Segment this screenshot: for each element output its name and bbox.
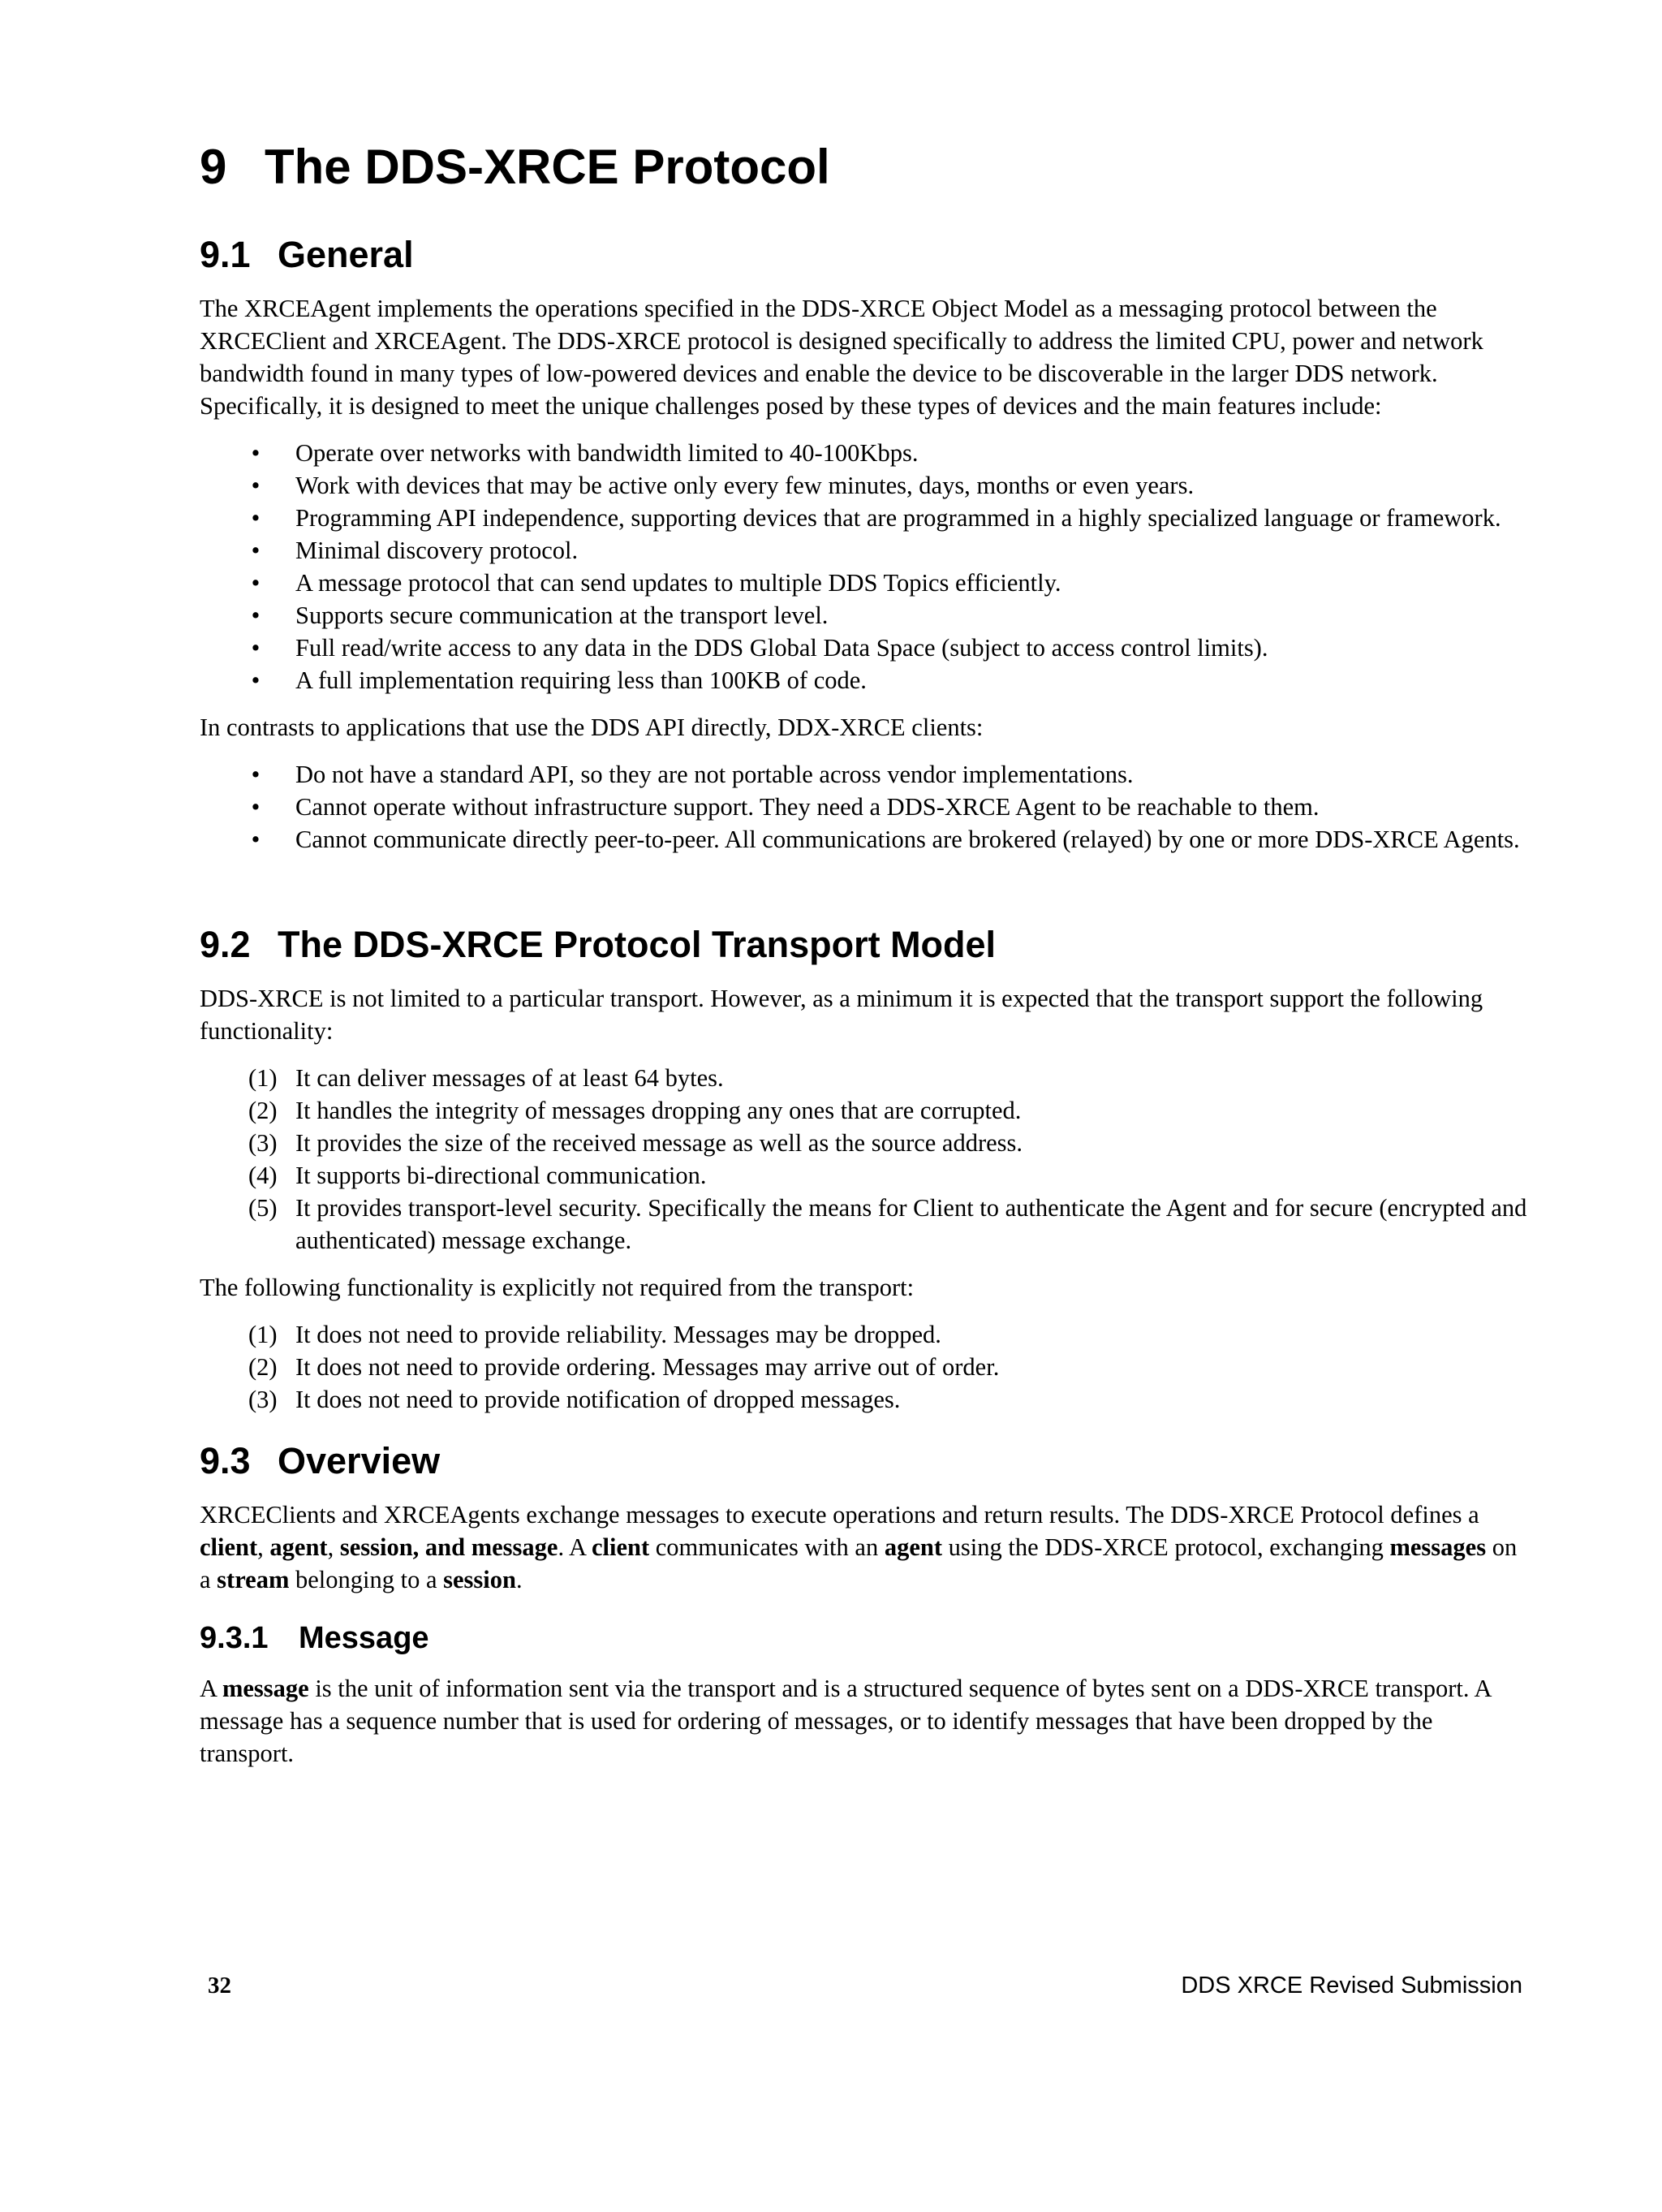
bullet-icon: • — [251, 439, 260, 467]
not-required-intro-paragraph: The following functionality is explicitly not required from the transport: — [200, 1274, 915, 1301]
list-item: • Supports secure communication at the transport level. — [200, 599, 1531, 632]
list-item: (3) It provides the size of the received message as well as the source address. — [200, 1127, 1531, 1159]
required-functionality-list — [200, 1062, 1531, 1257]
list-item: • Do not have a standard API, so they are not portable across vendor implementations. — [200, 758, 1531, 791]
term-message: message — [222, 1675, 309, 1702]
list-number: (3) — [248, 1129, 278, 1157]
page-number: 32 — [208, 1973, 231, 1999]
section-title: General — [278, 234, 414, 275]
list-item: (5) It provides transport-level security. Specifically the means for Client to authenticate the Agent and for secure (encrypted and authenticated) message exchange. — [200, 1192, 1531, 1257]
list-item: • Programming API independence, supporting devices that are programmed in a highly specialized language or framework. — [200, 502, 1531, 534]
section-heading-9-1 — [200, 232, 1531, 278]
list-number: (5) — [248, 1194, 278, 1222]
bullet-icon: • — [251, 793, 260, 821]
chapter-heading — [200, 138, 1531, 196]
list-number: (2) — [248, 1353, 278, 1381]
list-item: (3) It does not need to provide notification of dropped messages. — [200, 1383, 1531, 1416]
bullet-icon: • — [251, 504, 260, 532]
bullet-icon: • — [251, 472, 260, 499]
general-intro-paragraph: The XRCEAgent implements the operations specified in the DDS-XRCE Object Model as a messaging protocol between the XRCEClient and XRCEAgent. The DDS-XRCE protocol is designed specifically to address the limited CPU, power and network bandwidth found in many types of low-powered devices and enable the device to be discoverable in the larger DDS network. Specifically, it is designed to meet the unique challenges posed by these types of devices and the main features include: — [200, 295, 1483, 420]
contrast-list — [200, 758, 1531, 856]
section-spacer — [200, 1430, 1531, 1438]
list-item: (4) It supports bi-directional communication. — [200, 1159, 1531, 1192]
section-heading-9-3 — [200, 1438, 1531, 1484]
section-number: 9.2 — [200, 924, 251, 965]
term-agent: agent — [269, 1533, 328, 1561]
page-content — [200, 138, 1531, 1784]
section-spacer — [200, 870, 1531, 922]
list-number: (2) — [248, 1097, 278, 1124]
section-number: 9.1 — [200, 234, 251, 275]
section-title: Overview — [278, 1440, 441, 1481]
list-item: • Cannot operate without infrastructure support. They need a DDS-XRCE Agent to be reachable to them. — [200, 791, 1531, 823]
list-item: (1) It can deliver messages of at least 64 bytes. — [200, 1062, 1531, 1094]
list-number: (4) — [248, 1162, 278, 1189]
subsection-heading-9-3-1 — [200, 1619, 1531, 1658]
overview-paragraph: XRCEClients and XRCEAgents exchange messages to execute operations and return results. The DDS-XRCE Protocol defines a client, agent, session, and message. A client communicates with an agent using the DDS-XRCE protocol, exchanging messages on a stream belonging to a session. — [200, 1501, 1518, 1593]
chapter-number: 9 — [200, 140, 227, 194]
contrast-intro-paragraph: In contrasts to applications that use the DDS API directly, DDX-XRCE clients: — [200, 714, 984, 741]
list-item: (2) It handles the integrity of messages dropping any ones that are corrupted. — [200, 1094, 1531, 1127]
bullet-icon: • — [251, 761, 260, 788]
list-number: (1) — [248, 1064, 278, 1092]
transport-intro-paragraph: DDS-XRCE is not limited to a particular transport. However, as a minimum it is expected that the transport support the following functionality: — [200, 985, 1483, 1045]
term-session: session — [443, 1566, 516, 1593]
bullet-icon: • — [251, 569, 260, 597]
bullet-icon: • — [251, 826, 260, 853]
list-number: (3) — [248, 1386, 278, 1413]
list-item: • A full implementation requiring less than 100KB of code. — [200, 664, 1531, 696]
subsection-number: 9.3.1 — [200, 1621, 269, 1655]
list-item: • Minimal discovery protocol. — [200, 534, 1531, 567]
list-item: (2) It does not need to provide ordering. Messages may arrive out of order. — [200, 1351, 1531, 1383]
term-messages: messages — [1389, 1533, 1487, 1561]
list-item: • Operate over networks with bandwidth limited to 40-100Kbps. — [200, 437, 1531, 469]
chapter-title: The DDS-XRCE Protocol — [265, 140, 830, 194]
term-session-message: session, and message — [339, 1533, 558, 1561]
subsection-title: Message — [299, 1621, 429, 1655]
message-paragraph: A message is the unit of information sent via the transport and is a structured sequence of bytes sent on a DDS-XRCE transport. A message has a sequence number that is used for ordering of messages, or to identify messages that have been dropped by the transport. — [200, 1675, 1491, 1767]
term-client: client — [591, 1533, 650, 1561]
section-heading-9-2 — [200, 922, 1531, 968]
document-title: DDS XRCE Revised Submission — [1181, 1973, 1522, 1999]
bullet-icon: • — [251, 537, 260, 564]
list-item: • Work with devices that may be active only every few minutes, days, months or even years. — [200, 469, 1531, 502]
list-item: • Cannot communicate directly peer-to-peer. All communications are brokered (relayed) by one or more DDS-XRCE Agents. — [200, 823, 1531, 856]
list-number: (1) — [248, 1321, 278, 1348]
bullet-icon: • — [251, 634, 260, 662]
term-client: client — [200, 1533, 258, 1561]
term-agent: agent — [884, 1533, 942, 1561]
bullet-icon: • — [251, 666, 260, 694]
section-number: 9.3 — [200, 1440, 251, 1481]
bullet-icon: • — [251, 602, 260, 629]
section-title: The DDS-XRCE Protocol Transport Model — [278, 924, 997, 965]
term-stream: stream — [217, 1566, 290, 1593]
not-required-functionality-list — [200, 1318, 1531, 1416]
list-item: • Full read/write access to any data in the DDS Global Data Space (subject to access control limits). — [200, 632, 1531, 664]
feature-list — [200, 437, 1531, 696]
page-footer — [208, 1973, 1522, 2005]
list-item: • A message protocol that can send updates to multiple DDS Topics efficiently. — [200, 567, 1531, 599]
section-spacer — [200, 1610, 1531, 1619]
list-item: (1) It does not need to provide reliability. Messages may be dropped. — [200, 1318, 1531, 1351]
